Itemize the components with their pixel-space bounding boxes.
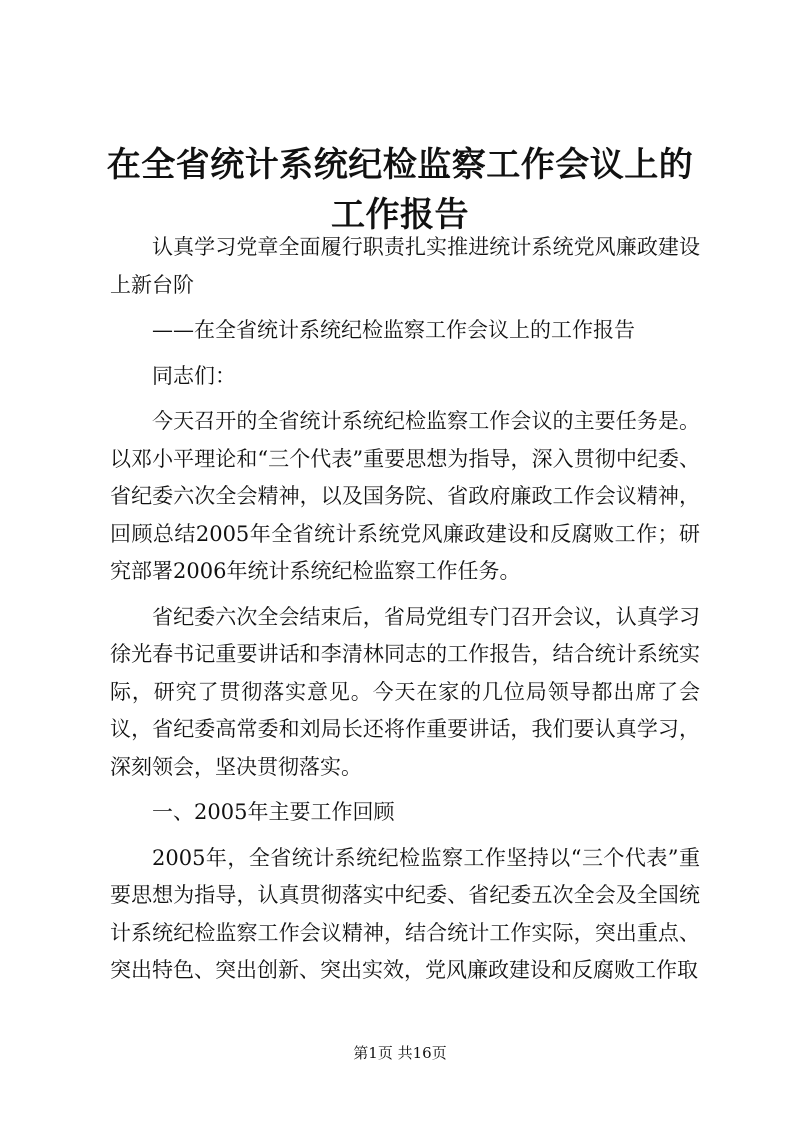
report-subtitle-paragraph: 认真学习党章全面履行职责扎实推进统计系统党风廉政建设上新台阶 [110, 235, 700, 297]
document-body [110, 229, 700, 998]
salutation: 同志们： [152, 363, 236, 388]
section-heading: 一、2005年主要工作回顾 [152, 800, 395, 824]
body-paragraph: 今天召开的全省统计系统纪检监察工作会议的主要任务是。以邓小平理论和“三个代表”重要思想为指导，深入贯彻中纪委、省纪委六次全会精神，以及国务院、省政府廉政工作会议精神，回顾总结2005年全省统计系统党风廉政建设和反腐败工作；研究部署2006年统计系统纪检监察工作任务。 [110, 409, 700, 583]
page-footer: 第1页 共16页 [353, 1044, 447, 1062]
body-paragraph: 2005年，全省统计系统纪检监察工作坚持以“三个代表”重要思想为指导，认真贯彻落实中纪委、省纪委五次全会及全国统计系统纪检监察工作会议精神，结合统计工作实际，突出重点、突出特色、突出创新、突出实效，党风廉政建设和反腐败工作取 [110, 845, 700, 982]
document-title: 在全省统计系统纪检监察工作会议上的工作报告 [106, 145, 694, 235]
report-source-line: ——在全省统计系统纪检监察工作会议上的工作报告 [152, 318, 635, 342]
body-paragraph: 省纪委六次全会结束后，省局党组专门召开会议，认真学习徐光春书记重要讲话和李清林同志的工作报告，结合统计系统实际，研究了贯彻落实意见。今天在家的几位局领导都出席了会议，省纪委高常委和刘局长还将作重要讲话，我们要认真学习，深刻领会，坚决贯彻落实。 [110, 604, 700, 779]
